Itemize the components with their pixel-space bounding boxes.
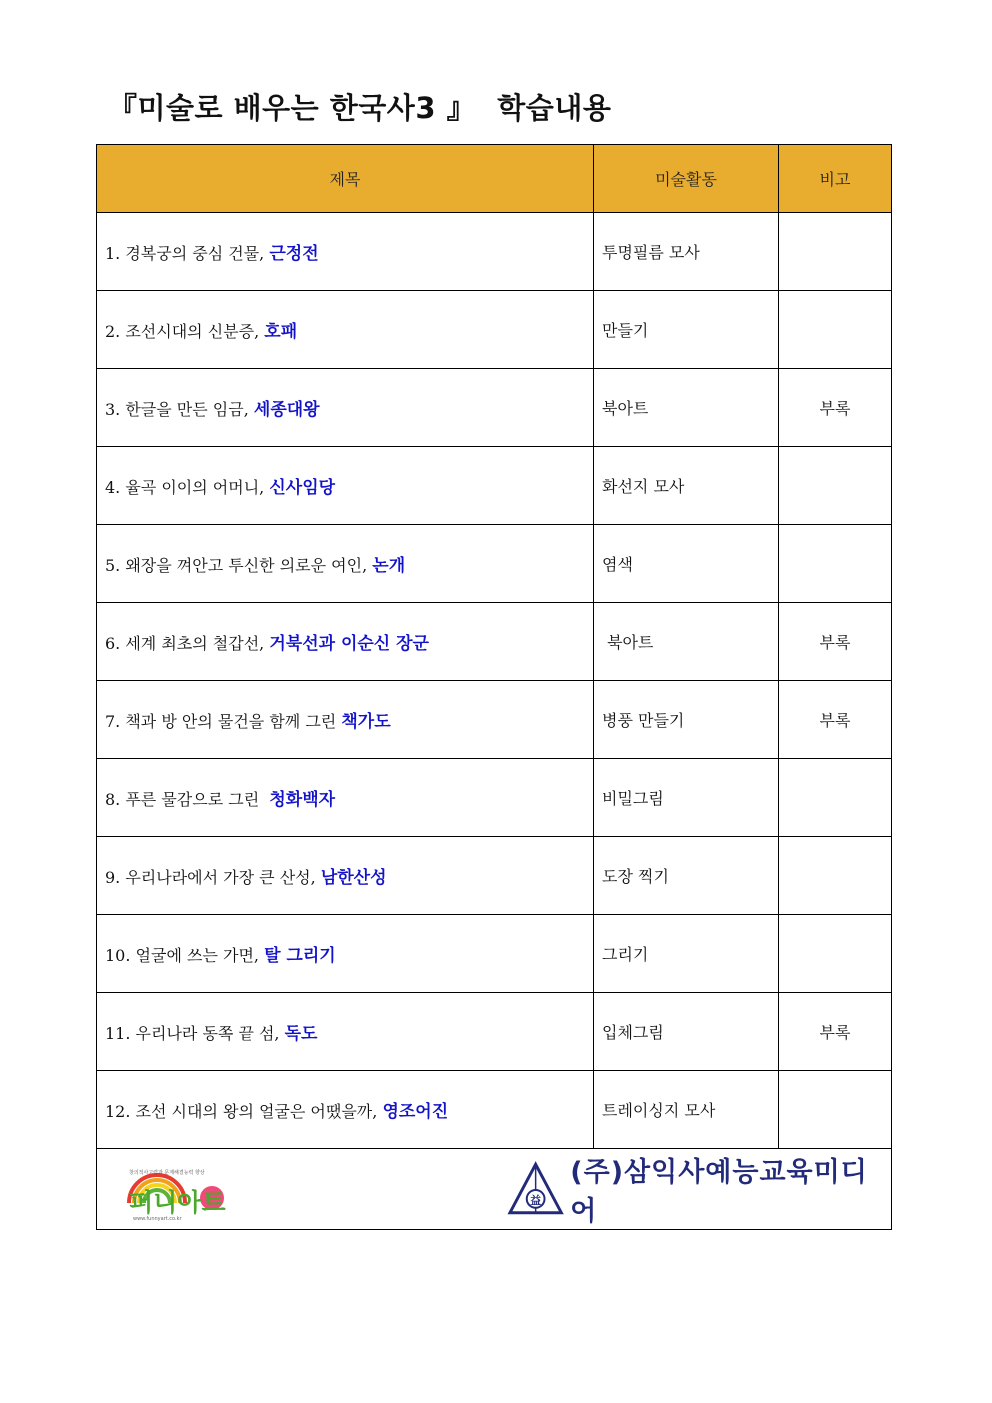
lesson-title-highlight: 근정전 — [269, 244, 319, 264]
company-logo — [507, 1157, 891, 1227]
funnyart-tagline: 창의적사고력과 문제해결능력 향상 — [129, 1170, 205, 1176]
lesson-title-highlight: 독도 — [284, 1024, 318, 1044]
table-row — [97, 369, 892, 447]
footer-row — [97, 1149, 892, 1230]
note-cell: 부록 — [779, 681, 892, 759]
table-row — [97, 759, 892, 837]
funnyart-url: www.funnyart.co.kr — [133, 1216, 182, 1221]
table-row — [97, 525, 892, 603]
lesson-title-prefix: 7. 책과 방 안의 물건을 함께 그린 — [105, 712, 342, 731]
activity-cell: 염색 — [594, 525, 779, 603]
activity-cell: 트레이싱지 모사 — [594, 1071, 779, 1149]
lesson-title-cell — [97, 993, 594, 1071]
table-row — [97, 213, 892, 291]
lesson-title-cell — [97, 213, 594, 291]
funnyart-wordmark: 퍼니아트 — [129, 1188, 226, 1217]
table-header-row — [97, 145, 892, 213]
lesson-title-highlight: 신사임당 — [269, 478, 336, 498]
lesson-title-cell — [97, 291, 594, 369]
footer-logos — [97, 1149, 892, 1230]
table-row — [97, 681, 892, 759]
lesson-title-highlight: 논개 — [372, 556, 406, 576]
lesson-title-highlight: 청화백자 — [269, 790, 336, 810]
activity-cell: 도장 찍기 — [594, 837, 779, 915]
lesson-title-highlight: 세종대왕 — [253, 400, 320, 420]
note-cell — [779, 759, 892, 837]
activity-cell: 입체그림 — [594, 993, 779, 1071]
activity-cell: 비밀그림 — [594, 759, 779, 837]
note-cell — [779, 525, 892, 603]
note-cell: 부록 — [779, 993, 892, 1071]
table-row — [97, 447, 892, 525]
lesson-title-highlight: 탈 그리기 — [264, 946, 336, 966]
lesson-title-cell — [97, 603, 594, 681]
table-row — [97, 915, 892, 993]
lesson-title-prefix: 12. 조선 시대의 왕의 얼굴은 어땠을까, — [105, 1102, 383, 1121]
table-row — [97, 993, 892, 1071]
lesson-title-highlight: 영조어진 — [382, 1102, 449, 1122]
lesson-title-prefix: 6. 세계 최초의 철갑선, — [105, 634, 270, 653]
lesson-title-highlight: 호패 — [264, 322, 298, 342]
note-cell — [779, 1071, 892, 1149]
activity-cell: 병풍 만들기 — [594, 681, 779, 759]
lesson-title-highlight: 남한산성 — [320, 868, 387, 888]
header-activity: 미술활동 — [594, 145, 779, 213]
lesson-title-cell — [97, 525, 594, 603]
lesson-title-prefix: 8. 푸른 물감으로 그린 — [105, 790, 270, 809]
activity-cell: 투명필름 모사 — [594, 213, 779, 291]
lesson-table — [96, 144, 892, 1230]
lesson-title-prefix: 9. 우리나라에서 가장 큰 산성, — [105, 868, 321, 887]
lesson-title-highlight: 책가도 — [341, 712, 391, 732]
lesson-title-cell — [97, 681, 594, 759]
note-cell — [779, 213, 892, 291]
lesson-title-prefix: 11. 우리나라 동쪽 끝 섬, — [105, 1024, 285, 1043]
lesson-title-prefix: 1. 경복궁의 중심 건물, — [105, 244, 270, 263]
activity-cell: 북아트 — [594, 603, 779, 681]
note-cell — [779, 837, 892, 915]
lesson-title-highlight: 거북선과 이순신 장군 — [269, 634, 429, 654]
header-title: 제목 — [97, 145, 594, 213]
lesson-title-prefix: 10. 얼굴에 쓰는 가면, — [105, 946, 265, 965]
table-row — [97, 603, 892, 681]
lesson-title-cell — [97, 369, 594, 447]
lesson-title-cell — [97, 447, 594, 525]
note-cell — [779, 915, 892, 993]
document-title: 『미술로 배우는 한국사3 』 학습내용 — [108, 91, 612, 125]
emblem-char: 益 — [530, 1193, 542, 1207]
triangle-emblem-icon — [507, 1161, 564, 1217]
header-note: 비고 — [779, 145, 892, 213]
lesson-title-prefix: 2. 조선시대의 신분증, — [105, 322, 265, 341]
activity-cell: 만들기 — [594, 291, 779, 369]
note-cell: 부록 — [779, 603, 892, 681]
lesson-title-prefix: 4. 율곡 이이의 어머니, — [105, 478, 270, 497]
note-cell: 부록 — [779, 369, 892, 447]
lesson-title-prefix: 3. 한글을 만든 임금, — [105, 400, 254, 419]
funnyart-logo — [123, 1163, 248, 1221]
activity-cell: 화선지 모사 — [594, 447, 779, 525]
lesson-title-prefix: 5. 왜장을 껴안고 투신한 의로운 여인, — [105, 556, 373, 575]
table-row — [97, 837, 892, 915]
activity-cell: 북아트 — [594, 369, 779, 447]
activity-cell: 그리기 — [594, 915, 779, 993]
note-cell — [779, 291, 892, 369]
lesson-title-cell — [97, 1071, 594, 1149]
company-name: (주)삼익사예능교육미디어 — [570, 1157, 868, 1227]
table-row — [97, 1071, 892, 1149]
lesson-title-cell — [97, 759, 594, 837]
lesson-title-cell — [97, 837, 594, 915]
note-cell — [779, 447, 892, 525]
table-row — [97, 291, 892, 369]
lesson-title-cell — [97, 915, 594, 993]
